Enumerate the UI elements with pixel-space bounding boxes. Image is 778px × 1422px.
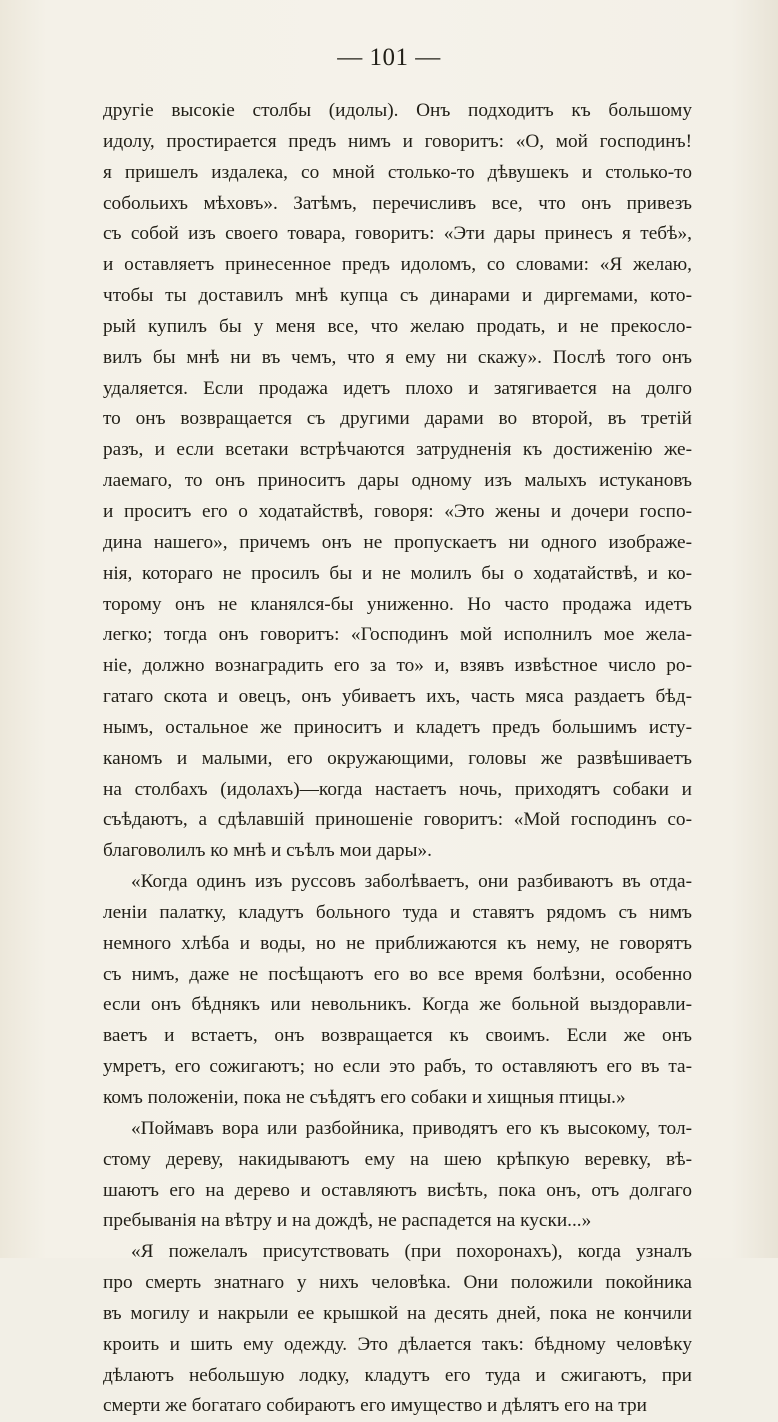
paragraph xyxy=(103,96,692,867)
text-line: смерти же богатаго собираютъ его имущество и дѣлятъ его на три xyxy=(103,1395,647,1417)
text-line: рый купилъ бы у меня все, что желаю продать, и не прекосло- xyxy=(103,315,692,337)
text-line: дѣлаютъ небольшую лодку, кладутъ его туда и сжигаютъ, при xyxy=(103,1364,692,1386)
page-number: — 101 — xyxy=(337,44,441,71)
text-line: умретъ, его сожигаютъ; но если это рабъ, то оставляютъ его въ та- xyxy=(103,1056,692,1078)
text-line: пребыванія на вѣтру и на дождѣ, не распадется на куски...» xyxy=(103,1210,592,1232)
text-line: «Поймавъ вора или разбойника, приводятъ его къ высокому, тол- xyxy=(131,1117,692,1139)
text-line: легко; тогда онъ говоритъ: «Господинъ мой исполнилъ мое жела- xyxy=(103,624,692,646)
text-line: удаляется. Если продажа идетъ плохо и затягивается на долго xyxy=(103,377,692,399)
text-line: гатаго скота и овецъ, онъ убиваетъ ихъ, часть мяса раздаетъ бѣд- xyxy=(103,686,692,708)
body-text xyxy=(103,96,692,1422)
text-line: на столбахъ (идолахъ)—когда настаетъ ночь, приходятъ собаки и xyxy=(103,778,692,800)
text-line: «Когда одинъ изъ руссовъ заболѣваетъ, они разбиваютъ въ отда- xyxy=(131,871,692,893)
text-line: съ собой изъ своего товара, говоритъ: «Эти дары принесъ я тебѣ», xyxy=(103,223,692,245)
text-line: въ могилу и накрыли ее крышкой на десять дней, пока не кончили xyxy=(103,1302,692,1324)
text-line: и оставляетъ принесенное предъ идоломъ, со словами: «Я желаю, xyxy=(103,254,692,276)
text-line: идолу, простирается предъ нимъ и говоритъ: «О, мой господинъ! xyxy=(103,130,692,152)
text-line: ваетъ и встаетъ, онъ возвращается къ своимъ. Если же онъ xyxy=(103,1025,692,1047)
text-line: кроить и шить ему одежду. Это дѣлается такъ: бѣдному человѣку xyxy=(103,1333,692,1355)
paragraph xyxy=(103,1114,692,1237)
paragraph xyxy=(103,1237,692,1422)
text-line: комъ положеніи, пока не съѣдятъ его собаки и хищныя птицы.» xyxy=(103,1087,626,1108)
text-line: нія, котораго не просилъ бы и не молилъ бы о ходатайствѣ, и ко- xyxy=(103,562,692,584)
text-line: про смерть знатнаго у нихъ человѣка. Они положили покойника xyxy=(103,1272,692,1294)
text-line: съѣдаютъ, а сдѣлавшій приношеніе говоритъ: «Мой господинъ со- xyxy=(103,809,692,831)
text-line: собольихъ мѣховъ». Затѣмъ, перечисливъ все, что онъ привезъ xyxy=(103,192,692,214)
text-line: ніе, должно вознаградить его за то» и, взявъ извѣстное число ро- xyxy=(103,655,692,677)
text-line: нымъ, остальное же приноситъ и кладетъ предъ большимъ исту- xyxy=(103,716,692,738)
text-line: вилъ бы мнѣ ни въ чемъ, что я ему ни скажу». Послѣ того онъ xyxy=(103,346,692,368)
text-line: то онъ возвращается съ другими дарами во второй, въ третій xyxy=(103,408,692,430)
text-line: каномъ и малыми, его окружающими, головы же развѣшиваетъ xyxy=(103,747,692,769)
text-line: лаемаго, то онъ приноситъ дары одному изъ малыхъ истукановъ xyxy=(103,470,692,492)
text-line: шаютъ его на дерево и оставляютъ висѣть, пока онъ, отъ долгаго xyxy=(103,1179,692,1201)
text-line: я пришелъ издалека, со мной столько-то дѣвушекъ и столько-то xyxy=(103,161,692,183)
text-line: благоволилъ ко мнѣ и съѣлъ мои дары». xyxy=(103,840,432,862)
text-line: торому онъ не кланялся-бы униженно. Но часто продажа идетъ xyxy=(103,593,692,615)
text-line: стому дереву, накидываютъ ему на шею крѣпкую веревку, вѣ- xyxy=(103,1148,692,1170)
text-line: если онъ бѣднякъ или невольникъ. Когда же больной выздоравли- xyxy=(103,994,692,1016)
text-line: другіе высокіе столбы (идолы). Онъ подходитъ къ большому xyxy=(103,100,692,121)
text-line: немного хлѣба и воды, но не приближаются къ нему, не говорятъ xyxy=(103,932,692,954)
text-line: чтобы ты доставилъ мнѣ купца съ динарами и диргемами, кото- xyxy=(103,285,692,307)
text-line: съ нимъ, даже не посѣщаютъ его во все время болѣзни, особенно xyxy=(103,963,692,985)
text-line: разъ, и если всетаки встрѣчаются затрудненія къ достиженію же- xyxy=(103,439,692,461)
text-line: дина нашего», причемъ онъ не пропускаетъ ни одного изображе- xyxy=(103,531,692,553)
text-line: и проситъ его о ходатайствѣ, говоря: «Это жены и дочери госпо- xyxy=(103,500,692,522)
paragraph xyxy=(103,867,692,1114)
text-line: леніи палатку, кладутъ больного туда и ставятъ рядомъ съ нимъ xyxy=(103,901,692,923)
text-line: «Я пожелалъ присутствовать (при похоронахъ), когда узналъ xyxy=(131,1241,692,1263)
